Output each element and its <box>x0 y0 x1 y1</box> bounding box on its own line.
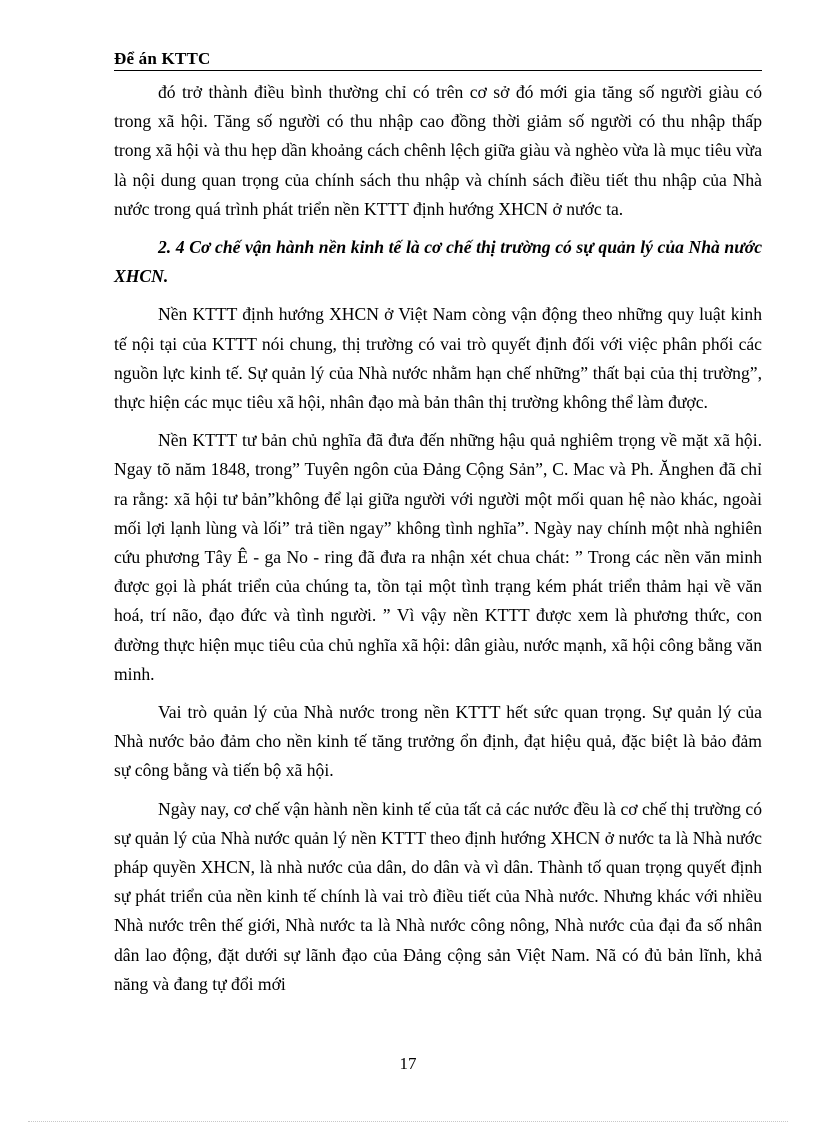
paragraph: Ngày nay, cơ chế vận hành nền kinh tế của tất cả các nước đều là cơ chế thị trường có sự quản lý của Nhà nước quản lý nền KTTT theo định hướng XHCN ở nước ta là Nhà nước pháp quyền XHCN, là nhà nước của dân, do dân và vì dân. Thành tố quan trọng quyết định sự phát triển của nền kinh tế chính là vai trò điều tiết của Nhà nước. Nhưng khác với nhiều Nhà nước trên thế giới, Nhà nước ta là Nhà nước công nông, Nhà nước của đại đa số nhân dân lao động, đặt dưới sự lãnh đạo của Đảng cộng sản Việt Nam. Nã có đủ bản lĩnh, khả năng và đang tự đổi mới <box>114 798 762 994</box>
paragraph-continuation: đó trở thành điều bình thường chỉ có trên cơ sở đó mới gia tăng số người giàu có trong xã hội. Tăng số người có thu nhập cao đồng thời giảm số người có thu nhập thấp trong xã hội và thu hẹp dần khoảng cách chênh lệch giữa giàu và nghèo vừa là mục tiêu vừa là nội dung quan trọng của chính sách thu nhập và chính sách điều tiết thu nhập của Nhà nước trong quá trình phát triển nền KTTT định hướng XHCN ở nước ta. <box>114 82 762 219</box>
paragraph: Vai trò quản lý của Nhà nước trong nền KTTT hết sức quan trọng. Sự quản lý của Nhà nước bảo đảm cho nền kinh tế tăng trưởng ổn định, đạt hiệu quả, đặc biệt là bảo đảm sự công bằng và tiến bộ xã hội. <box>114 702 762 781</box>
header-title: Để án KTTC <box>114 49 211 68</box>
section-heading: 2. 4 Cơ chế vận hành nền kinh tế là cơ chế thị trường có sự quản lý của Nhà nước XHCN. <box>114 237 762 287</box>
paragraph: Nền KTTT tư bản chủ nghĩa đã đưa đến những hậu quả nghiêm trọng về mặt xã hội. Ngay tõ năm 1848, trong” Tuyên ngôn của Đảng Cộng Sản”, C. Mac và Ph. Ănghen đã chỉ ra rằng: xã hội tư bản”không để lại giữa người với người một mối quan hệ nào khác, ngoài mối lợi lạnh lùng và lối” trả tiền ngay” không tình nghĩa”. Ngày nay chính một nhà nghiên cứu phương Tây Ê - ga No - ring đã đưa ra nhận xét chua chát: ” Trong các nền văn minh được gọi là phát triển của chúng ta, tồn tại một tình trạng kém phát triển thảm hại về văn hoá, trí não, đạo đức và tình người. ” Vì vậy nền KTTT được xem là phương thức, con đường thực hiện mục tiêu của chủ nghĩa xã hội: dân giàu, nước mạnh, xã hội công bằng văn minh. <box>114 430 762 684</box>
document-body <box>114 78 762 1008</box>
page-number: 17 <box>399 1054 417 1073</box>
page-bottom-divider <box>28 1121 788 1122</box>
page-header <box>114 48 762 71</box>
paragraph: Nền KTTT định hướng XHCN ở Việt Nam còng vận động theo những quy luật kinh tế nội tại của KTTT nói chung, thị trường có vai trò quyết định đối với việc phân phối các nguồn lực kinh tế. Sự quản lý của Nhà nước nhằm hạn chế những” thất bại của thị trường”, thực hiện các mục tiêu xã hội, nhân đạo mà bản thân thị trường không thể làm được. <box>114 304 762 413</box>
